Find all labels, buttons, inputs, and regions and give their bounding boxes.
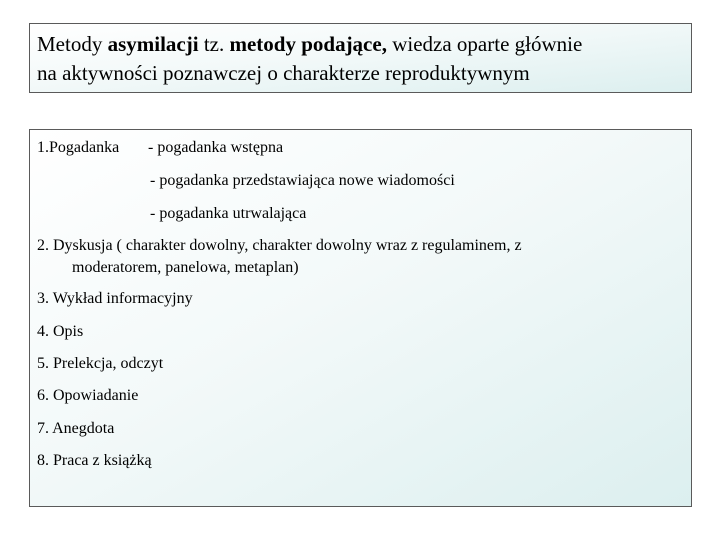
list-item-anegdota: 7. Anegdota bbox=[37, 420, 115, 437]
list-item-wyklad: 3. Wykład informacyjny bbox=[37, 290, 193, 307]
list-item-praca-z-ksiazka: 8. Praca z książką bbox=[37, 452, 152, 469]
list-item-opis: 4. Opis bbox=[37, 323, 84, 340]
title-box bbox=[29, 23, 692, 93]
title-text-1: Metody bbox=[37, 32, 108, 56]
title-bold-asymilacji: asymilacji bbox=[107, 32, 199, 56]
title-line-2: na aktywności poznawczej o charakterze reproduktywnym bbox=[37, 61, 530, 85]
title-text-2: tz. bbox=[198, 32, 230, 56]
title-bold-metody-podajace: metody podające, bbox=[229, 32, 387, 56]
title-text-3: wiedza oparte głównie bbox=[386, 32, 583, 56]
list-item-dyskusja: 2. Dyskusja ( charakter dowolny, charakter dowolny wraz z regulaminem, z bbox=[37, 237, 522, 254]
content-box bbox=[29, 129, 692, 507]
sub-item-pogadanka-przedstawiajaca: - pogadanka przedstawiająca nowe wiadomości bbox=[150, 172, 455, 189]
sub-item-pogadanka-wstepna: - pogadanka wstępna bbox=[148, 139, 284, 156]
sub-item-pogadanka-utrwalajaca: - pogadanka utrwalająca bbox=[150, 205, 307, 222]
list-item-pogadanka: 1.Pogadanka bbox=[37, 139, 120, 156]
list-item-opowiadanie: 6. Opowiadanie bbox=[37, 387, 139, 404]
title-line-1 bbox=[37, 30, 691, 59]
list-item-dyskusja-cont: moderatorem, panelowa, metaplan) bbox=[72, 259, 299, 276]
list-item-prelekcja: 5. Prelekcja, odczyt bbox=[37, 355, 164, 372]
